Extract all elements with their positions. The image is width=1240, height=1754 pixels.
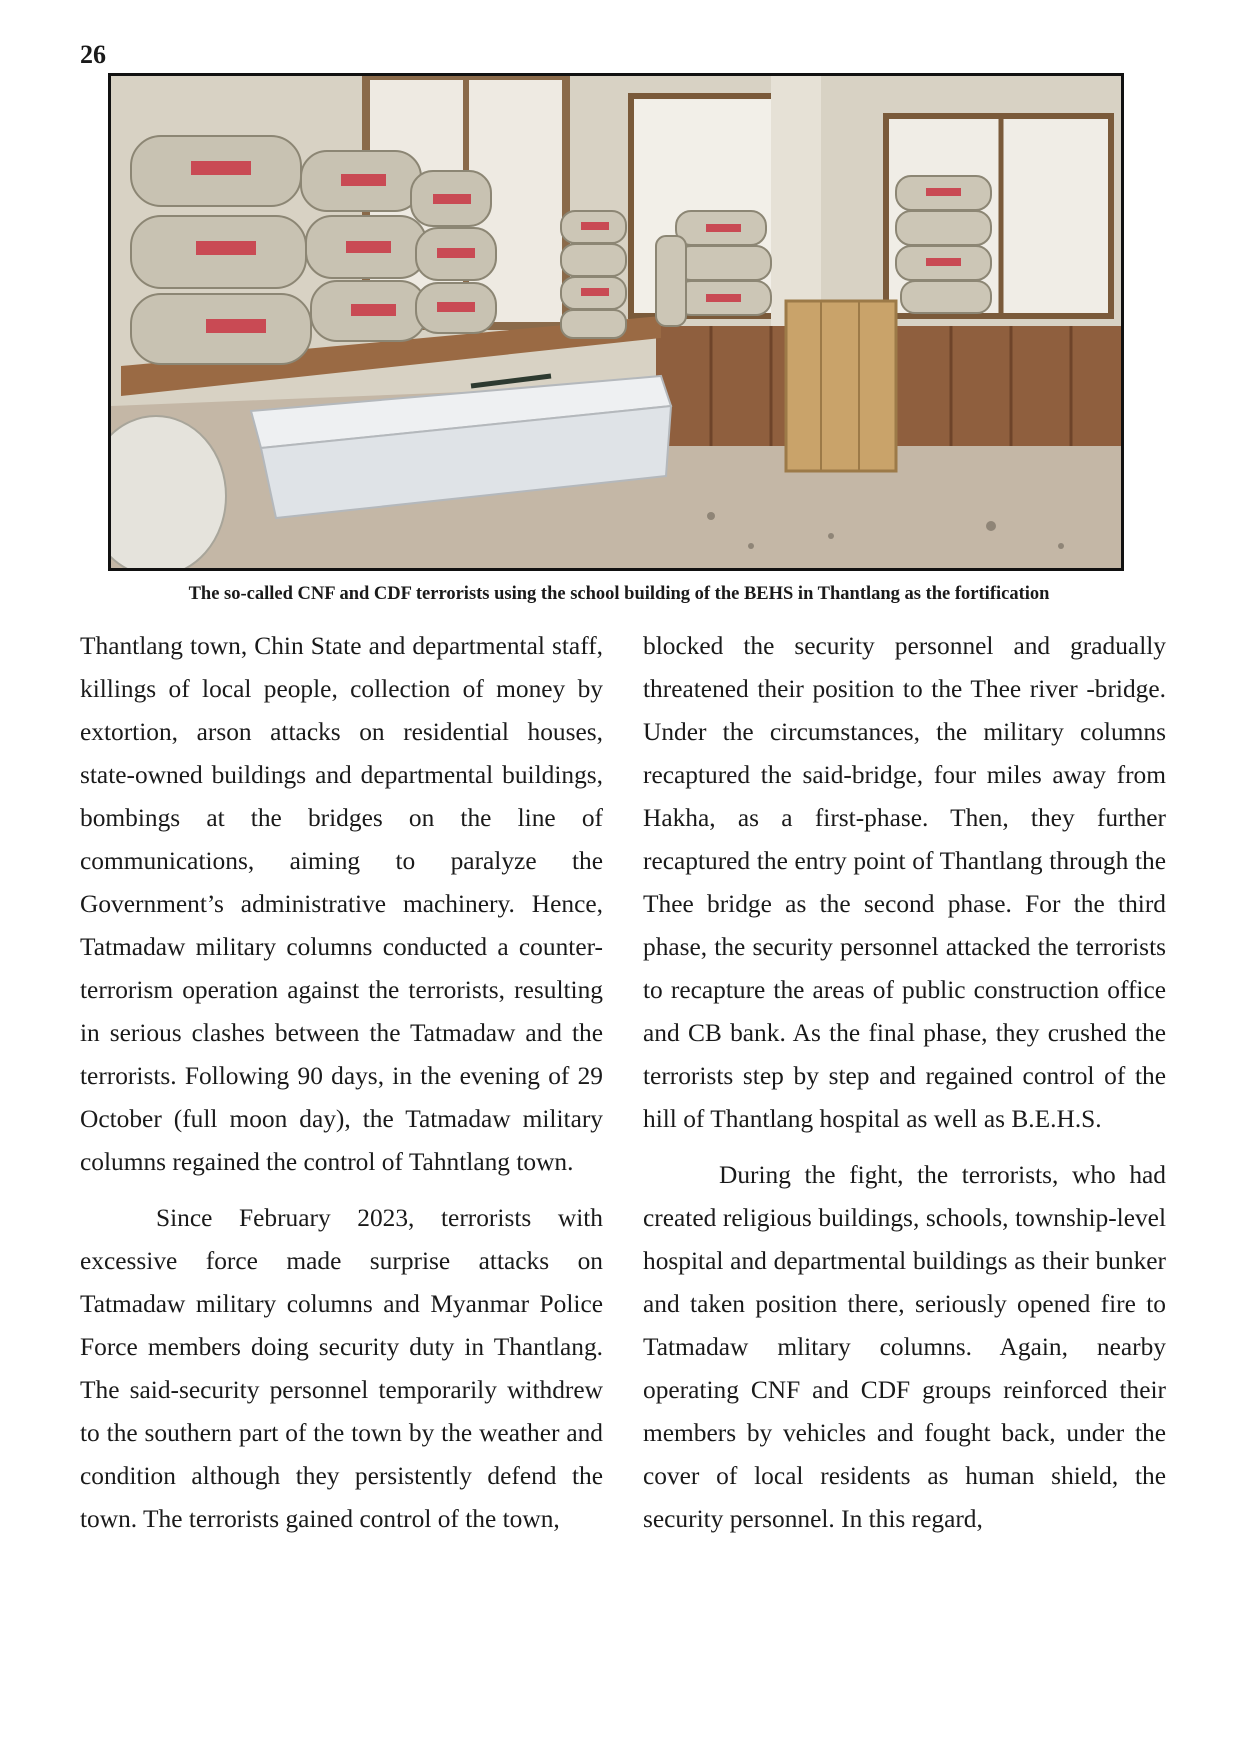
figure-caption: The so-called CNF and CDF terrorists using the school building of the BEHS in Thantlang as the fortification [188,584,1050,604]
left-paragraph-1: Thantlang town, Chin State and departmental staff, killings of local people, collection of money by extortion, arson attacks on residential houses, state-owned buildings and departmental buildings, bombings at the bridges on the line of communications, aiming to paralyze the Government’s administrative machinery. Hence, Tatmadaw military columns conducted a counter-terrorism operation against the terrorists, resulting in serious clashes between the Tatmadaw and the terrorists. Following 90 days, in the evening of 29 October (full moon day), the Tatmadaw military columns regained the control of Tahntlang town. [80,632,603,1176]
left-column [80,625,603,1541]
right-paragraph-1: blocked the security personnel and gradually threatened their position to the Thee river -bridge. Under the circumstances, the military columns recaptured the said-bridge, four miles away from Hakha, as a first-phase. Then, they further recaptured the entry point of Thantlang through the Thee bridge as the second phase. For the third phase, the security personnel attacked the terrorists to recapture the areas of public construction office and CB bank. As the final phase, they crushed the terrorists step by step and regained control of the hill of Thantlang hospital as well as B.E.H.S. [643,632,1166,1133]
right-column [643,625,1166,1541]
right-paragraph-2: During the fight, the terrorists, who had created religious buildings, schools, township-level hospital and departmental buildings as their bunker and taken position there, seriously opened fire to Tatmadaw mlitary columns. Again, nearby operating CNF and CDF groups reinforced their members by vehicles and fought back, under the cover of local residents as human shield, the security personnel. In this regard, [643,1161,1166,1533]
left-paragraph-2: Since February 2023, terrorists with excessive force made surprise attacks on Tatmadaw military columns and Myanmar Police Force members doing security duty in Thantlang. The said-security personnel temporarily withdrew to the southern part of the town by the weather and condition although they persistently defend the town. The terrorists gained control of the town, [80,1204,603,1533]
sandbag-photo [111,76,1121,568]
page-number: 26 [80,40,106,69]
photo-frame [108,73,1124,571]
